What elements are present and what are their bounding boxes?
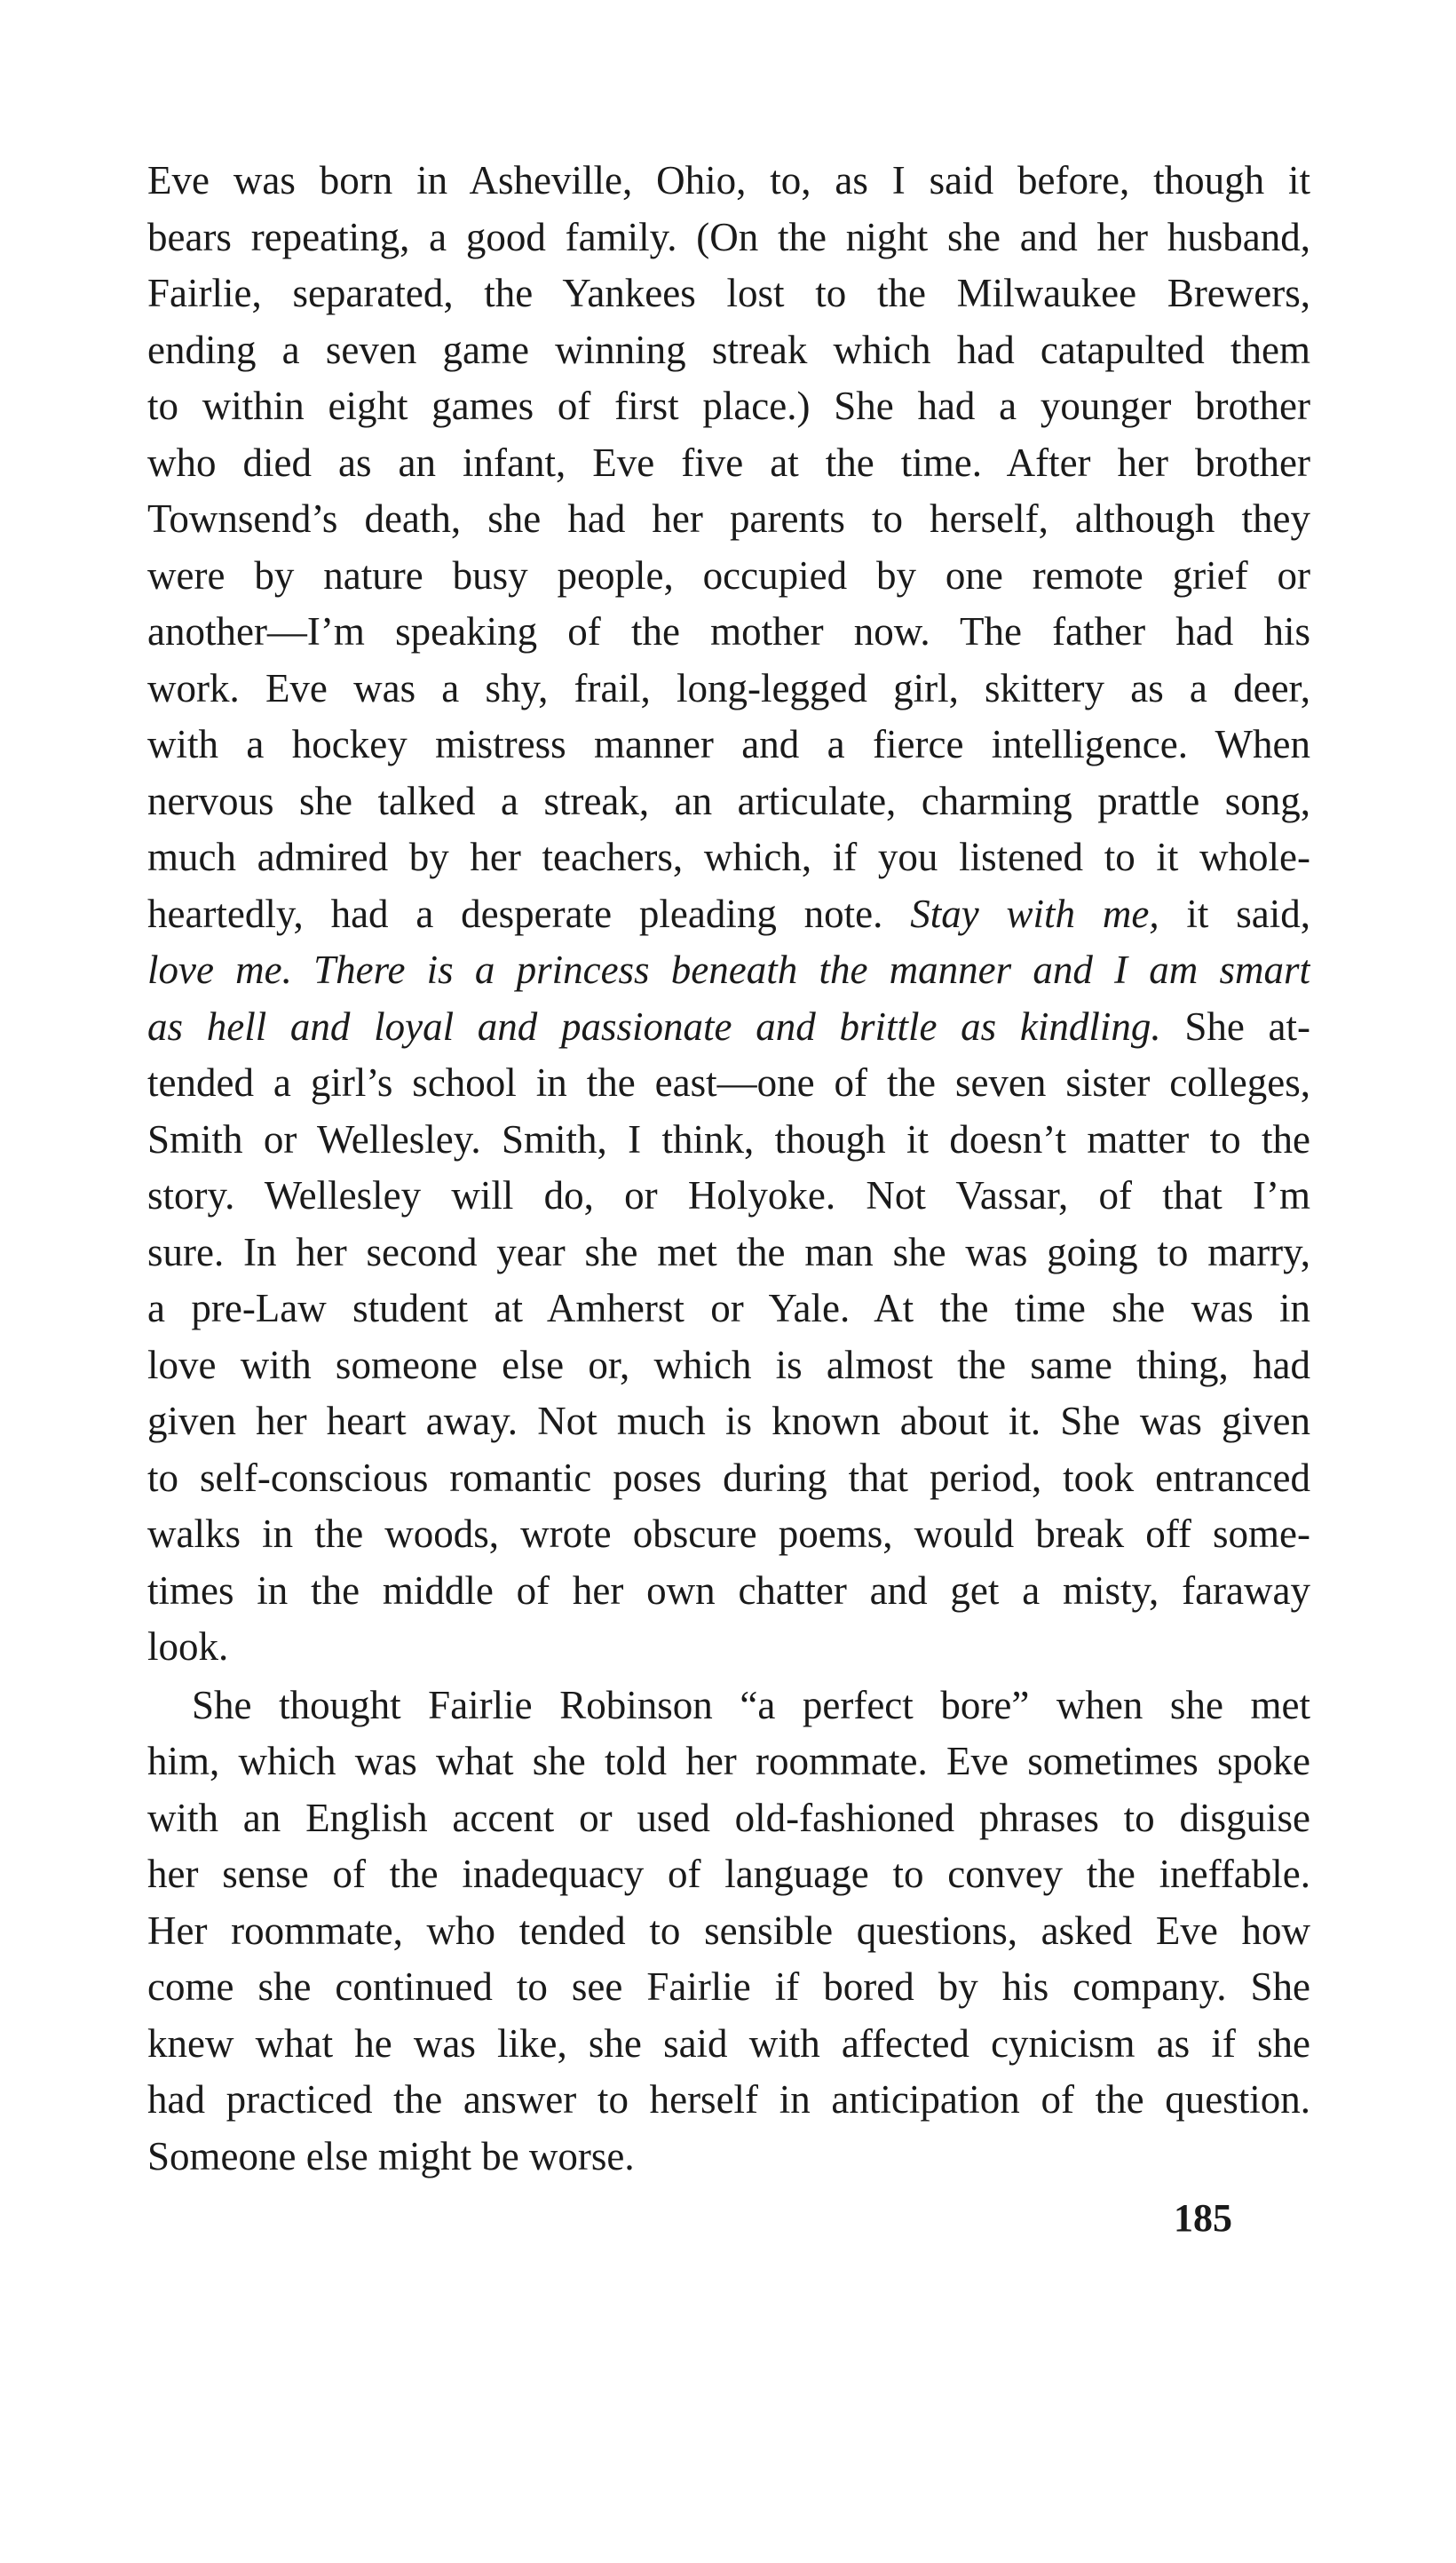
text-line [147,717,1310,774]
text-run: tended a girl’s school in the east—one of the seven sister colleges, [147,1060,1310,1105]
text-line [147,1790,1310,1847]
text-run: bears repeating, a good family. (On the night she and her husband, [147,214,1310,259]
text-run: to within eight games of first place.) She had a younger brother [147,384,1310,428]
text-run: knew what he was like, she said with affected cynicism as if she [147,2020,1310,2066]
text-run: love with someone else or, which is almost the same thing, had [147,1342,1310,1387]
text-line [147,999,1310,1056]
text-line [147,2129,1310,2186]
text-line [147,1903,1310,1960]
text-line [147,1846,1310,1903]
text-run: story. Wellesley will do, or Holyoke. Not Vassar, of that I’m [147,1173,1310,1218]
text-run: nervous she talked a streak, an articulate, charming prattle song, [147,778,1310,823]
text-line [147,266,1310,322]
text-line [147,1734,1310,1790]
text-line [147,1281,1310,1337]
text-line [147,435,1310,492]
text-line [147,2016,1310,2073]
text-run: look. [147,1624,229,1669]
text-run: who died as an infant, Eve five at the time. After her brother [147,440,1310,485]
text-line [147,1506,1310,1563]
text-line [147,378,1310,435]
text-line [147,1337,1310,1394]
page-number: 185 [1174,2196,1232,2240]
text-run: her sense of the inadequacy of language to convey the ineffable. [147,1852,1310,1896]
text-run: heartedly, had a desperate pleading note. [147,891,911,936]
text-run: much admired by her teachers, which, if you listened to it whole- [147,835,1310,879]
text-line [147,1563,1310,1620]
text-line [147,210,1310,266]
text-line [147,1959,1310,2016]
text-line [147,1450,1310,1507]
text-line [147,604,1310,661]
text-run: to self-conscious romantic poses during that period, took entranced [147,1455,1310,1500]
text-run: had practiced the answer to herself in anticipation of the question. [147,2077,1310,2122]
text-line [147,886,1310,943]
text-line [147,2072,1310,2129]
text-line [147,661,1310,718]
text-run: Smith or Wellesley. Smith, I think, though it doesn’t matter to the [147,1116,1310,1162]
text-run: work. Eve was a shy, frail, long-legged girl, skittery as a deer, [147,665,1310,710]
italic-run: love me. There is a princess beneath the manner and I am smart [147,948,1310,992]
text-run: a pre-Law student at Amherst or Yale. At the time she was in [147,1286,1310,1330]
text-line [147,548,1310,605]
text-run: Eve was born in Asheville, Ohio, to, as I said before, though it [147,158,1310,202]
body-text [147,153,1310,2185]
text-line [147,1055,1310,1112]
text-line [147,1619,1310,1676]
text-run: walks in the woods, wrote obscure poems, would break off some- [147,1512,1310,1556]
text-line [147,1225,1310,1282]
text-run: She thought Fairlie Robinson “a perfect bore” when she met [192,1682,1310,1727]
text-run: him, which was what she told her roommate. Eve sometimes spoke [147,1739,1310,1783]
text-line [147,942,1310,999]
italic-run: Stay with me, [910,891,1159,936]
text-run: it said, [1159,891,1310,936]
text-line [147,1393,1310,1450]
text-line [147,1678,1310,1734]
italic-run: as hell and loyal and passionate and brittle as kindling. [147,1004,1161,1049]
text-run: Someone else might be worse. [147,2133,635,2178]
paragraph [147,153,1310,1676]
text-run: Townsend’s death, she had her parents to herself, although they [147,496,1310,541]
text-run: times in the middle of her own chatter and get a misty, faraway [147,1567,1310,1613]
text-line [147,153,1310,210]
text-run: with a hockey mistress manner and a fierce intelligence. When [147,722,1310,766]
text-run: sure. In her second year she met the man she was going to marry, [147,1229,1310,1274]
text-run: come she continued to see Fairlie if bored by his company. She [147,1964,1310,2009]
text-line [147,774,1310,830]
text-run: Her roommate, who tended to sensible questions, asked Eve how [147,1908,1310,1953]
text-run: Fairlie, separated, the Yankees lost to the Milwaukee Brewers, [147,271,1310,315]
text-run: another—I’m speaking of the mother now. The father had his [147,609,1310,654]
text-line [147,491,1310,548]
text-run: She at- [1160,1004,1310,1049]
text-line [147,1168,1310,1225]
text-run: given her heart away. Not much is known about it. She was given [147,1399,1310,1443]
text-run: with an English accent or used old-fashioned phrases to disguise [147,1795,1310,1840]
text-run: were by nature busy people, occupied by one remote grief or [147,552,1310,598]
text-line [147,829,1310,886]
text-run: ending a seven game winning streak which had catapulted them [147,327,1310,372]
paragraph [147,1678,1310,2186]
text-line [147,322,1310,379]
text-line [147,1112,1310,1169]
